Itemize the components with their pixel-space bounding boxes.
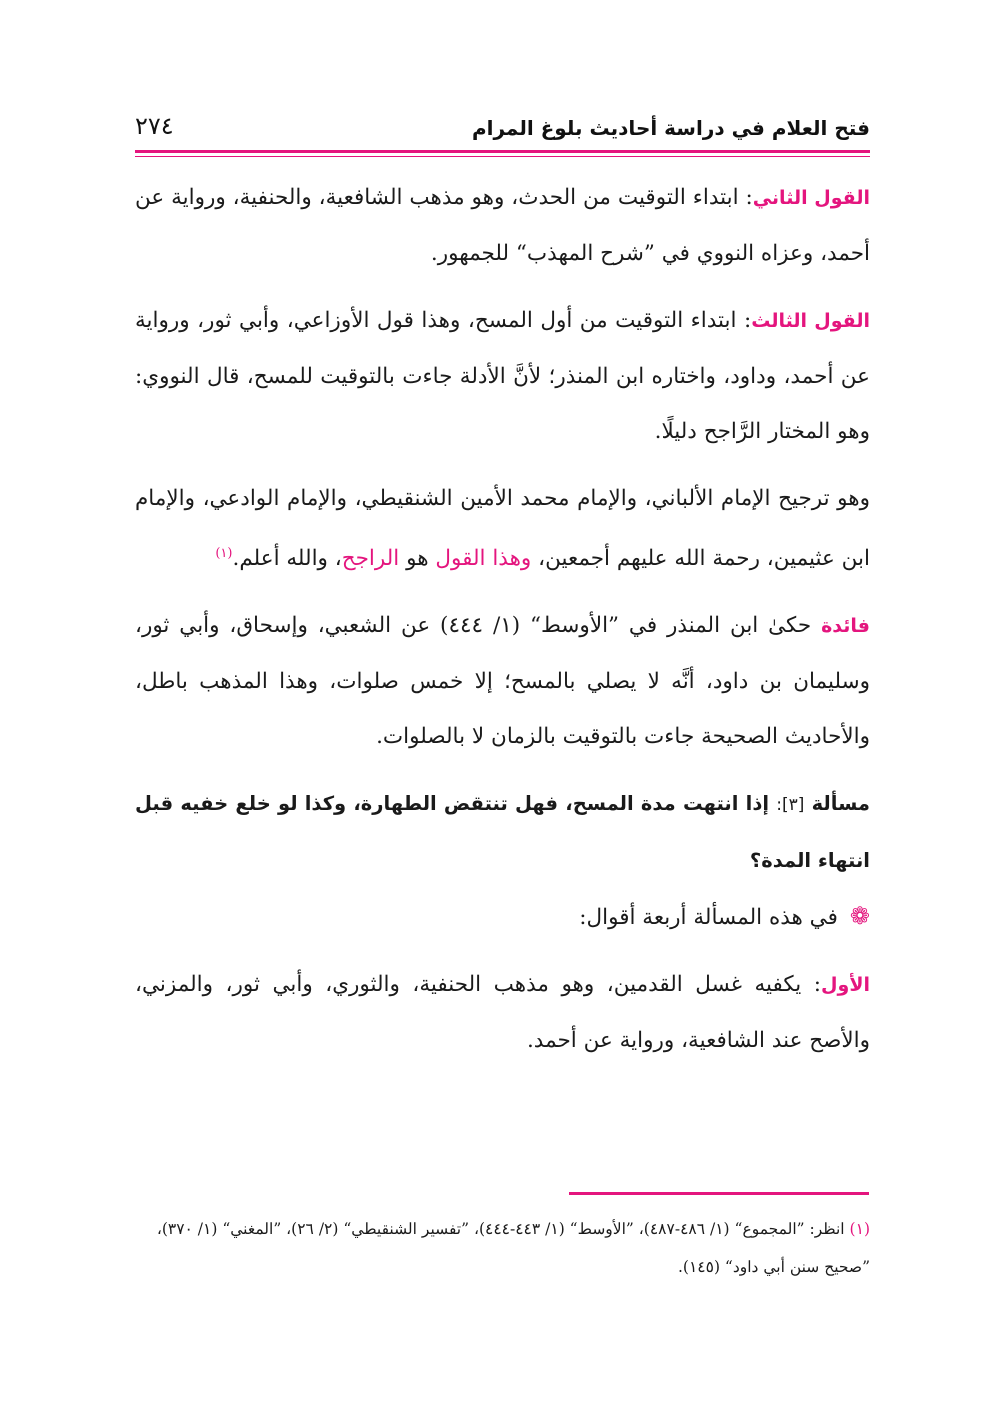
benefit-label: فائدة	[821, 615, 870, 638]
opinion-label: القول الثالث	[751, 310, 870, 332]
paragraph-preference	[135, 471, 870, 586]
intro-text: في هذه المسألة أربعة أقوال:	[579, 905, 838, 931]
paragraph-text: وهو ترجيح الإمام الألباني، والإمام محمد الأمين الشنقيطي، والإمام الوادعي، والإمام ابن عثيمين، رحمة الله عليهم أجمعين،	[135, 486, 870, 572]
paragraph-third-opinion	[135, 293, 870, 459]
issue-prefix: مسألة	[804, 792, 870, 816]
issue-number: [٣]:	[776, 795, 805, 816]
opinions-intro	[135, 889, 870, 945]
footnote-marker: (١)	[849, 1220, 870, 1238]
paragraph-text: هو	[399, 546, 436, 572]
paragraph-benefit	[135, 598, 870, 764]
footnote-reference[interactable]: (١)	[215, 546, 233, 561]
paragraph-text: حكىٰ ابن المنذر في ”الأوسط“ (١/ ٤٤٤) عن الشعبي، وإسحاق، وأبي ثور، وسليمان بن داود، أنَّه لا يصلي بالمسح؛ إلا خمس صلوات، وهذا المذهب باطل، والأحاديث الصحيحة جاءت بالتوقيت بالزمان لا بالصلوات.	[135, 613, 870, 750]
paragraph-first-opinion	[135, 957, 870, 1068]
paragraph-text: : ابتداء التوقيت من الحدث، وهو مذهب الشافعية، والحنفية، ورواية عن أحمد، وعزاه النووي في ”شرح المهذب“ للجمهور.	[135, 185, 870, 266]
book-title: فتح العلام في دراسة أحاديث بلوغ المرام	[471, 116, 870, 140]
highlight-preferred: الراجح	[341, 546, 400, 572]
paragraph-text: ، والله أعلم.	[232, 546, 342, 572]
paragraph-text: : ابتداء التوقيت من أول المسح، وهذا قول الأوزاعي، وأبي ثور، ورواية عن أحمد، وداود، واختاره ابن المنذر؛ لأنَّ الأدلة جاءت بالتوقيت للمسح، قال النووي: وهو المختار الرَّاجح دليلًا.	[135, 308, 870, 444]
paragraph-text: : يكفيه غسل القدمين، وهو مذهب الحنفية، والثوري، وأبي ثور، والمزني، والأصح عند الشافعية، ورواية عن أحمد.	[135, 972, 870, 1054]
paragraph-second-opinion	[135, 170, 870, 281]
issue-heading	[135, 776, 870, 889]
page-number: ٢٧٤	[135, 112, 174, 140]
footnotes	[135, 1210, 870, 1286]
header-rule-thin	[135, 156, 870, 157]
opinion-label: القول الثاني	[752, 187, 870, 209]
header-rule-thick	[135, 150, 870, 153]
opinion-label: الأول	[821, 974, 870, 997]
flower-bullet-icon: ❁	[849, 902, 870, 931]
footnote-text: انظر: ”المجموع“ (١/ ٤٨٦-٤٨٧)، ”الأوسط“ (١/ ٤٤٣-٤٤٤)، ”تفسير الشنقيطي“ (٢/ ٢٦)، ”المغني“ (١/ ٣٧٠)، ”صحيح سنن أبي داود“ (١٤٥).	[156, 1220, 870, 1276]
highlight-this-opinion: وهذا القول	[435, 546, 532, 572]
page-header	[135, 112, 870, 148]
main-text	[135, 170, 870, 1068]
issue-text: إذا انتهت مدة المسح، فهل تنتقض الطهارة، وكذا لو خلع خفيه قبل انتهاء المدة؟	[135, 792, 870, 873]
footnote-separator	[569, 1192, 869, 1195]
